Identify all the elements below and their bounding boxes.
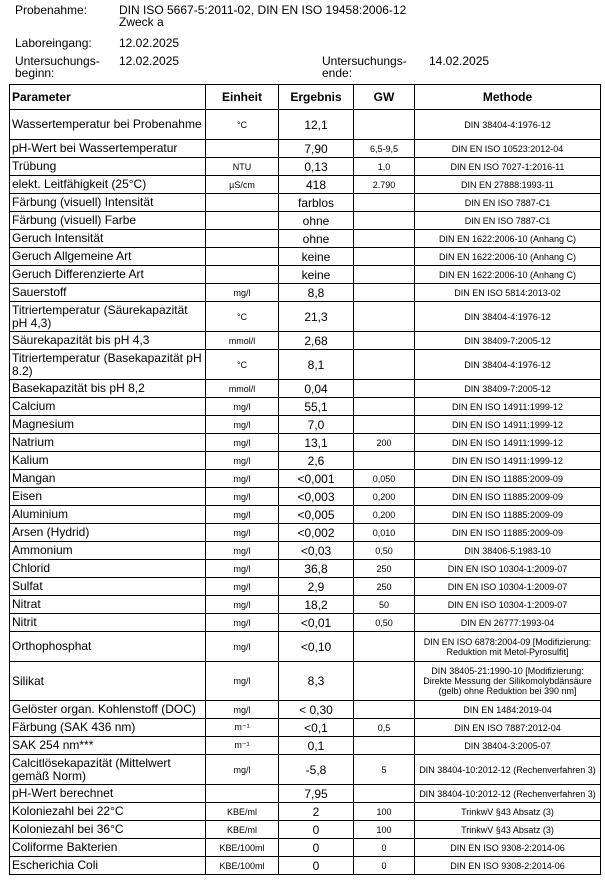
gw-cell: 0,050	[354, 470, 415, 488]
result-cell: ohne	[279, 212, 354, 230]
unit-cell: mg/l	[206, 662, 279, 701]
table-row	[10, 332, 601, 350]
gw-cell: 0,200	[354, 506, 415, 524]
unit-cell: mg/l	[206, 284, 279, 302]
untersuchungsbeginn-label-line-2: beginn:	[15, 66, 55, 80]
table-row	[10, 857, 601, 875]
gw-cell	[354, 230, 415, 248]
unit-cell: mg/l	[206, 578, 279, 596]
gw-cell: 1,0	[354, 158, 415, 176]
table-row	[10, 452, 601, 470]
parameter-cell: Escherichia Coli	[10, 857, 206, 875]
table-row	[10, 230, 601, 248]
unit-cell: mg/l	[206, 488, 279, 506]
parameter-cell: Aluminium	[10, 506, 206, 524]
untersuchungsende-label-line-1: Untersuchungs-	[322, 54, 407, 68]
gw-cell	[354, 398, 415, 416]
parameter-cell: Eisen	[10, 488, 206, 506]
table-row	[10, 350, 601, 380]
gw-cell	[354, 248, 415, 266]
method-cell: DIN 38404-4:1976-12	[415, 110, 601, 140]
unit-cell: KBE/ml	[206, 821, 279, 839]
table-row	[10, 110, 601, 140]
method-cell: TrinkwV §43 Absatz (3)	[415, 803, 601, 821]
method-cell: DIN 38404-4:1976-12	[415, 350, 601, 380]
method-cell: TrinkwV §43 Absatz (3)	[415, 821, 601, 839]
table-row	[10, 662, 601, 701]
table-row	[10, 248, 601, 266]
table-row	[10, 785, 601, 803]
parameter-cell: Calcium	[10, 398, 206, 416]
gw-cell	[354, 302, 415, 332]
method-cell: DIN 38405-21:1990-10 [Modifizierung: Direkte Messung der Silikomolybdänsäure (gelb) ohne Reduktion bei 390 nm]	[415, 662, 601, 701]
table-row	[10, 839, 601, 857]
method-cell: DIN EN 1622:2006-10 (Anhang C)	[415, 266, 601, 284]
method-cell: DIN 38404-10:2012-12 (Rechenverfahren 3)	[415, 755, 601, 785]
method-cell: DIN EN ISO 7887:2012-04	[415, 719, 601, 737]
result-cell: 12,1	[279, 110, 354, 140]
method-cell: DIN EN ISO 11885:2009-09	[415, 470, 601, 488]
parameter-cell: Färbung (SAK 436 nm)	[10, 719, 206, 737]
table-row	[10, 158, 601, 176]
result-cell: <0,001	[279, 470, 354, 488]
gw-cell: 0	[354, 857, 415, 875]
parameter-cell: Sauerstoff	[10, 284, 206, 302]
parameter-cell: Färbung (visuell) Intensität	[10, 194, 206, 212]
result-cell: 13,1	[279, 434, 354, 452]
method-cell: DIN EN 27888:1993-11	[415, 176, 601, 194]
method-cell: DIN 38404-4:1976-12	[415, 302, 601, 332]
method-cell: DIN 38404-10:2012-12 (Rechenverfahren 3)	[415, 785, 601, 803]
table-row	[10, 701, 601, 719]
result-cell: 2,9	[279, 578, 354, 596]
result-cell: farblos	[279, 194, 354, 212]
parameter-cell: SAK 254 nm***	[10, 737, 206, 755]
table-row	[10, 803, 601, 821]
gw-cell	[354, 662, 415, 701]
method-cell: DIN EN ISO 9308-2:2014-06	[415, 857, 601, 875]
table-row	[10, 434, 601, 452]
unit-cell: mg/l	[206, 398, 279, 416]
method-cell: DIN 38404-3:2005-07	[415, 737, 601, 755]
parameter-cell: Calcitlösekapazität (Mittelwert gemäß Norm)	[10, 755, 206, 785]
parameter-cell: Wassertemperatur bei Probenahme	[10, 110, 206, 140]
unit-cell: mmol/l	[206, 332, 279, 350]
parameter-cell: Färbung (visuell) Farbe	[10, 212, 206, 230]
unit-cell: KBE/100ml	[206, 839, 279, 857]
unit-cell: mg/l	[206, 755, 279, 785]
gw-cell: 0,200	[354, 488, 415, 506]
column-header-einheit: Einheit	[206, 85, 279, 110]
gw-cell: 0,50	[354, 614, 415, 632]
result-cell: 0	[279, 839, 354, 857]
method-cell: DIN EN ISO 10523:2012-04	[415, 140, 601, 158]
method-cell: DIN EN ISO 6878:2004-09 [Modifizierung: Reduktion mit Metol-Pyrosulfit]	[415, 632, 601, 662]
table-row	[10, 212, 601, 230]
method-cell: DIN EN ISO 14911:1999-12	[415, 452, 601, 470]
table-row	[10, 398, 601, 416]
unit-cell: KBE/ml	[206, 803, 279, 821]
unit-cell: m⁻¹	[206, 719, 279, 737]
parameter-cell: Geruch Intensität	[10, 230, 206, 248]
parameter-cell: Titriertemperatur (Basekapazität pH 8.2)	[10, 350, 206, 380]
column-header-parameter: Parameter	[10, 85, 206, 110]
parameter-cell: Chlorid	[10, 560, 206, 578]
gw-cell	[354, 737, 415, 755]
probenahme-value-line-1: DIN ISO 5667-5:2011-02, DIN EN ISO 19458:2006-12	[119, 3, 407, 17]
method-cell: DIN 38409-7:2005-12	[415, 380, 601, 398]
result-cell: <0,10	[279, 632, 354, 662]
result-cell: 0	[279, 821, 354, 839]
column-header-ergebnis: Ergebnis	[279, 85, 354, 110]
result-cell: 0,1	[279, 737, 354, 755]
unit-cell: m⁻¹	[206, 737, 279, 755]
unit-cell	[206, 785, 279, 803]
gw-cell: 0,50	[354, 542, 415, 560]
result-cell: 8,3	[279, 662, 354, 701]
method-cell: DIN EN ISO 11885:2009-09	[415, 524, 601, 542]
probenahme-value-line-2: Zweck a	[119, 15, 164, 29]
unit-cell: mg/l	[206, 632, 279, 662]
result-cell: 418	[279, 176, 354, 194]
result-cell: 36,8	[279, 560, 354, 578]
unit-cell	[206, 140, 279, 158]
table-row	[10, 560, 601, 578]
gw-cell: 5	[354, 755, 415, 785]
method-cell: DIN 38406-5:1983-10	[415, 542, 601, 560]
unit-cell	[206, 230, 279, 248]
table-row	[10, 614, 601, 632]
parameter-cell: Geruch Differenzierte Art	[10, 266, 206, 284]
table-row	[10, 542, 601, 560]
untersuchungsbeginn-value: 12.02.2025	[119, 54, 180, 68]
result-cell: <0,03	[279, 542, 354, 560]
parameter-cell: Titriertemperatur (Säurekapazität pH 4,3)	[10, 302, 206, 332]
method-cell: DIN EN ISO 11885:2009-09	[415, 506, 601, 524]
result-cell: 18,2	[279, 596, 354, 614]
parameter-cell: Geruch Allgemeine Art	[10, 248, 206, 266]
parameter-cell: Basekapazität bis pH 8,2	[10, 380, 206, 398]
gw-cell: 6,5-9,5	[354, 140, 415, 158]
result-cell: <0,005	[279, 506, 354, 524]
unit-cell: mmol/l	[206, 380, 279, 398]
untersuchungsbeginn-label-line-1: Untersuchungs-	[15, 54, 100, 68]
unit-cell	[206, 266, 279, 284]
parameter-cell: pH-Wert bei Wassertemperatur	[10, 140, 206, 158]
parameter-cell: elekt. Leitfähigkeit (25°C)	[10, 176, 206, 194]
gw-cell	[354, 194, 415, 212]
parameter-cell: Arsen (Hydrid)	[10, 524, 206, 542]
unit-cell: °C	[206, 110, 279, 140]
untersuchungsende-value: 14.02.2025	[429, 54, 490, 68]
table-row	[10, 416, 601, 434]
parameter-cell: Magnesium	[10, 416, 206, 434]
method-cell: DIN EN ISO 7887-C1	[415, 194, 601, 212]
parameter-cell: Sulfat	[10, 578, 206, 596]
unit-cell: mg/l	[206, 560, 279, 578]
gw-cell: 0,010	[354, 524, 415, 542]
parameter-cell: Ammonium	[10, 542, 206, 560]
unit-cell: °C	[206, 302, 279, 332]
result-cell: 8,1	[279, 350, 354, 380]
result-cell: 7,0	[279, 416, 354, 434]
unit-cell: mg/l	[206, 416, 279, 434]
table-row	[10, 266, 601, 284]
unit-cell	[206, 194, 279, 212]
table-row	[10, 737, 601, 755]
gw-cell: 250	[354, 578, 415, 596]
method-cell: DIN EN ISO 14911:1999-12	[415, 434, 601, 452]
result-cell: 8,8	[279, 284, 354, 302]
result-cell: -5,8	[279, 755, 354, 785]
method-cell: DIN EN 26777:1993-04	[415, 614, 601, 632]
gw-cell	[354, 785, 415, 803]
result-cell: 0,13	[279, 158, 354, 176]
result-cell: 21,3	[279, 302, 354, 332]
column-header-gw: GW	[354, 85, 415, 110]
laboreingang-label: Laboreingang:	[15, 36, 92, 50]
unit-cell: µS/cm	[206, 176, 279, 194]
unit-cell: mg/l	[206, 506, 279, 524]
table-row	[10, 755, 601, 785]
parameter-cell: Nitrat	[10, 596, 206, 614]
result-cell: 7,95	[279, 785, 354, 803]
unit-cell: NTU	[206, 158, 279, 176]
results-table	[9, 84, 601, 875]
gw-cell	[354, 266, 415, 284]
parameter-cell: Säurekapazität bis pH 4,3	[10, 332, 206, 350]
gw-cell	[354, 632, 415, 662]
gw-cell: 100	[354, 803, 415, 821]
method-cell: DIN 38409-7:2005-12	[415, 332, 601, 350]
result-cell: keine	[279, 266, 354, 284]
method-cell: DIN EN ISO 5814:2013-02	[415, 284, 601, 302]
table-row	[10, 284, 601, 302]
unit-cell: mg/l	[206, 596, 279, 614]
result-cell: 55,1	[279, 398, 354, 416]
unit-cell: mg/l	[206, 542, 279, 560]
untersuchungsende-label-line-2: ende:	[322, 66, 353, 80]
gw-cell	[354, 416, 415, 434]
unit-cell: mg/l	[206, 470, 279, 488]
result-cell: <0,01	[279, 614, 354, 632]
method-cell: DIN EN ISO 9308-2:2014-06	[415, 839, 601, 857]
table-header-row	[10, 85, 601, 110]
laboreingang-value: 12.02.2025	[119, 36, 180, 50]
column-header-methode: Methode	[415, 85, 601, 110]
result-cell: <0,1	[279, 719, 354, 737]
table-row	[10, 488, 601, 506]
parameter-cell: Nitrit	[10, 614, 206, 632]
parameter-cell: Trübung	[10, 158, 206, 176]
method-cell: DIN EN ISO 14911:1999-12	[415, 398, 601, 416]
gw-cell: 0,5	[354, 719, 415, 737]
result-cell: 2,6	[279, 452, 354, 470]
gw-cell	[354, 110, 415, 140]
gw-cell: 250	[354, 560, 415, 578]
method-cell: DIN EN ISO 10304-1:2009-07	[415, 596, 601, 614]
result-cell: 2	[279, 803, 354, 821]
gw-cell: 100	[354, 821, 415, 839]
result-cell: < 0,30	[279, 701, 354, 719]
method-cell: DIN EN ISO 14911:1999-12	[415, 416, 601, 434]
result-cell: 2,68	[279, 332, 354, 350]
gw-cell	[354, 350, 415, 380]
gw-cell: 2.790	[354, 176, 415, 194]
gw-cell	[354, 380, 415, 398]
result-cell: keine	[279, 248, 354, 266]
parameter-cell: Koloniezahl bei 36°C	[10, 821, 206, 839]
table-row	[10, 632, 601, 662]
parameter-cell: Orthophosphat	[10, 632, 206, 662]
result-cell: 7,90	[279, 140, 354, 158]
method-cell: DIN EN ISO 7887-C1	[415, 212, 601, 230]
parameter-cell: Natrium	[10, 434, 206, 452]
gw-cell	[354, 452, 415, 470]
parameter-cell: Kalium	[10, 452, 206, 470]
result-cell: ohne	[279, 230, 354, 248]
gw-cell	[354, 212, 415, 230]
table-row	[10, 578, 601, 596]
parameter-cell: Mangan	[10, 470, 206, 488]
table-row	[10, 719, 601, 737]
method-cell: DIN EN 1484:2019-04	[415, 701, 601, 719]
gw-cell: 50	[354, 596, 415, 614]
unit-cell: mg/l	[206, 434, 279, 452]
gw-cell: 200	[354, 434, 415, 452]
method-cell: DIN EN 1622:2006-10 (Anhang C)	[415, 248, 601, 266]
parameter-cell: Coliforme Bakterien	[10, 839, 206, 857]
method-cell: DIN EN ISO 7027-1:2016-11	[415, 158, 601, 176]
result-cell: 0,04	[279, 380, 354, 398]
parameter-cell: Koloniezahl bei 22°C	[10, 803, 206, 821]
gw-cell: 0	[354, 839, 415, 857]
table-row	[10, 524, 601, 542]
table-row	[10, 380, 601, 398]
table-row	[10, 302, 601, 332]
method-cell: DIN EN ISO 10304-1:2009-07	[415, 560, 601, 578]
unit-cell: mg/l	[206, 524, 279, 542]
table-row	[10, 176, 601, 194]
unit-cell	[206, 248, 279, 266]
table-row	[10, 596, 601, 614]
unit-cell: KBE/100ml	[206, 857, 279, 875]
unit-cell: mg/l	[206, 452, 279, 470]
result-cell: <0,002	[279, 524, 354, 542]
table-row	[10, 506, 601, 524]
parameter-cell: pH-Wert berechnet	[10, 785, 206, 803]
parameter-cell: Silikat	[10, 662, 206, 701]
parameter-cell: Gelöster organ. Kohlenstoff (DOC)	[10, 701, 206, 719]
unit-cell: °C	[206, 350, 279, 380]
probenahme-label: Probenahme:	[15, 3, 88, 17]
gw-cell	[354, 332, 415, 350]
gw-cell	[354, 701, 415, 719]
method-cell: DIN EN ISO 10304-1:2009-07	[415, 578, 601, 596]
unit-cell: mg/l	[206, 614, 279, 632]
unit-cell	[206, 212, 279, 230]
table-row	[10, 821, 601, 839]
table-row	[10, 194, 601, 212]
table-row	[10, 470, 601, 488]
unit-cell: mg/l	[206, 701, 279, 719]
method-cell: DIN EN 1622:2006-10 (Anhang C)	[415, 230, 601, 248]
result-cell: 0	[279, 857, 354, 875]
method-cell: DIN EN ISO 11885:2009-09	[415, 488, 601, 506]
result-cell: <0,003	[279, 488, 354, 506]
table-row	[10, 140, 601, 158]
gw-cell	[354, 284, 415, 302]
